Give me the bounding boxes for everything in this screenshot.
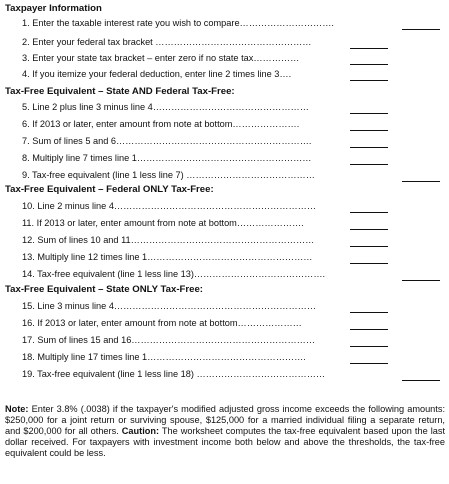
worksheet-line-6: 6. If 2013 or later, enter amount from note at bottom…………………. bbox=[22, 119, 300, 129]
answer-blank-line-15[interactable] bbox=[350, 312, 388, 313]
worksheet-line-19: 19. Tax-free equivalent (line 1 less line 18) …………………………………… bbox=[22, 369, 326, 379]
worksheet-line-16: 16. If 2013 or later, enter amount from note at bottom………………… bbox=[22, 318, 302, 328]
worksheet-line-11: 11. If 2013 or later, enter amount from note at bottom…………………. bbox=[22, 218, 304, 228]
answer-blank-line-5[interactable] bbox=[350, 113, 388, 114]
answer-blank-line-3[interactable] bbox=[350, 64, 388, 65]
answer-blank-line-8[interactable] bbox=[350, 164, 388, 165]
answer-blank-line-16[interactable] bbox=[350, 329, 388, 330]
answer-blank-line-11[interactable] bbox=[350, 229, 388, 230]
answer-blank-line-2[interactable] bbox=[350, 48, 388, 49]
note-text: Enter 3.8% (.0038) if the taxpayer's modified adjusted gross income exceeds the following amounts: $250,000 for a joint return or surviving spouse, $125,000 for a married individual filing a separate return, and $200,000 for all others. bbox=[5, 404, 445, 437]
section-heading-taxpayer-information: Taxpayer Information bbox=[5, 3, 102, 14]
worksheet-line-8: 8. Multiply line 7 times line 1………………………………………………… bbox=[22, 153, 312, 163]
worksheet-line-7: 7. Sum of lines 5 and 6………………………………………………………. bbox=[22, 136, 312, 146]
section-heading-state-and-federal: Tax-Free Equivalent – State AND Federal Tax-Free: bbox=[5, 86, 235, 97]
worksheet-line-15: 15. Line 3 minus line 4………………………………………………………… bbox=[22, 301, 317, 311]
answer-blank-line-10[interactable] bbox=[350, 212, 388, 213]
worksheet-line-14: 14. Tax-free equivalent (line 1 less line 13)……………………………………. bbox=[22, 269, 326, 279]
worksheet-line-18: 18. Multiply line 17 times line 1……………………………………………. bbox=[22, 352, 306, 362]
worksheet-line-13: 13. Multiply line 12 times line 1……………………………………………… bbox=[22, 252, 313, 262]
answer-blank-line-1[interactable] bbox=[402, 29, 440, 30]
answer-blank-line-12[interactable] bbox=[350, 246, 388, 247]
answer-blank-line-14[interactable] bbox=[402, 280, 440, 281]
answer-blank-line-17[interactable] bbox=[350, 346, 388, 347]
worksheet-line-3: 3. Enter your state tax bracket – enter zero if no state tax…………… bbox=[22, 53, 300, 63]
worksheet-line-2: 2. Enter your federal tax bracket …………………………………………… bbox=[22, 37, 312, 47]
answer-blank-line-4[interactable] bbox=[350, 80, 388, 81]
footnote bbox=[5, 404, 445, 459]
note-label: Note: bbox=[5, 404, 29, 414]
section-heading-federal-only: Tax-Free Equivalent – Federal ONLY Tax-Free: bbox=[5, 184, 214, 195]
worksheet-line-17: 17. Sum of lines 15 and 16…………………………………………………… bbox=[22, 335, 316, 345]
worksheet-line-1: 1. Enter the taxable interest rate you wish to compare…………………………. bbox=[22, 18, 334, 28]
worksheet-line-10: 10. Line 2 minus line 4………………………………………………………… bbox=[22, 201, 317, 211]
answer-blank-line-19[interactable] bbox=[402, 380, 440, 381]
answer-blank-line-9[interactable] bbox=[402, 181, 440, 182]
worksheet-line-5: 5. Line 2 plus line 3 minus line 4…………………………………………… bbox=[22, 102, 309, 112]
worksheet-line-12: 12. Sum of lines 10 and 11…………………………………………………… bbox=[22, 235, 315, 245]
worksheet-line-9: 9. Tax-free equivalent (line 1 less line 7) …………………………………… bbox=[22, 170, 315, 180]
answer-blank-line-13[interactable] bbox=[350, 263, 388, 264]
answer-blank-line-18[interactable] bbox=[350, 363, 388, 364]
caution-label: Caution: bbox=[121, 426, 160, 437]
caution-text: The worksheet computes the tax-free equivalent based upon the last dollar received. For taxpayers with investment income both below and above the thresholds, the tax-free equivalent could be less. bbox=[5, 426, 445, 459]
answer-blank-line-7[interactable] bbox=[350, 147, 388, 148]
section-heading-state-only: Tax-Free Equivalent – State ONLY Tax-Free: bbox=[5, 284, 203, 295]
answer-blank-line-6[interactable] bbox=[350, 130, 388, 131]
worksheet-line-4: 4. If you itemize your federal deduction, enter line 2 times line 3…. bbox=[22, 69, 292, 79]
